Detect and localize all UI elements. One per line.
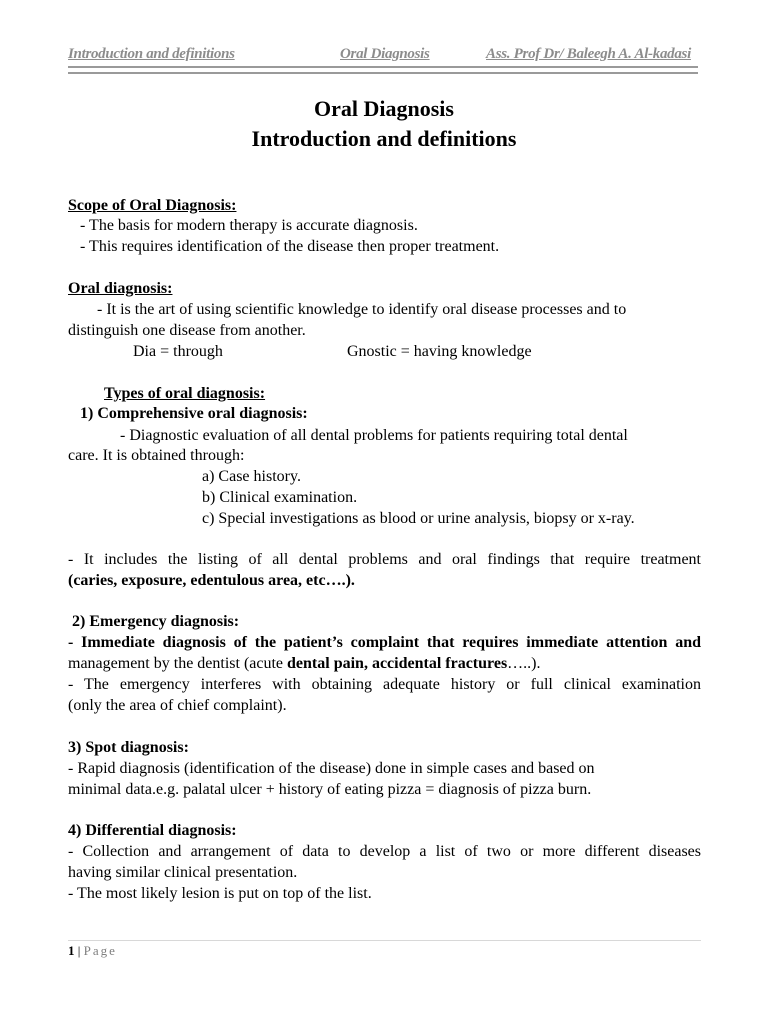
oral-diagnosis-heading: Oral diagnosis: — [68, 280, 173, 297]
page-title: Oral Diagnosis — [314, 96, 454, 121]
footer-divider — [68, 940, 701, 941]
differential-heading: 4) Differential diagnosis: — [68, 822, 237, 839]
header-author: Ass. Prof Dr/ Baleegh A. Al-kadasi — [486, 46, 691, 62]
list-item: b) Clinical examination. — [202, 489, 358, 506]
comprehensive-heading: 1) Comprehensive oral diagnosis: — [80, 405, 308, 422]
page-footer — [68, 943, 117, 959]
footer-separator: | — [77, 943, 81, 958]
emergency-line: - The emergency interferes with obtaining adequate history or full clinical examination — [68, 676, 701, 693]
scope-heading: Scope of Oral Diagnosis: — [68, 197, 237, 214]
differential-line: - Collection and arrangement of data to develop a list of two or more different diseases — [68, 843, 701, 860]
emergency-line-post: …..). — [507, 655, 541, 672]
list-item: c) Special investigations as blood or urine analysis, biopsy or x-ray. — [202, 510, 635, 527]
comprehensive-includes-cont: (caries, exposure, edentulous area, etc….). — [68, 572, 355, 589]
scope-line: - The basis for modern therapy is accurate diagnosis. — [80, 217, 418, 234]
spot-heading: 3) Spot diagnosis: — [68, 739, 189, 756]
header-section-title: Introduction and definitions — [68, 46, 235, 62]
emergency-heading: 2) Emergency diagnosis: — [72, 613, 240, 630]
header-divider — [68, 66, 698, 74]
header-course-title: Oral Diagnosis — [340, 46, 430, 62]
differential-line: having similar clinical presentation. — [68, 864, 298, 881]
oral-diagnosis-definition-cont: distinguish one disease from another. — [68, 322, 306, 339]
scope-line: - This requires identification of the disease then proper treatment. — [80, 238, 500, 255]
comprehensive-line: - Diagnostic evaluation of all dental problems for patients requiring total dental — [120, 427, 628, 444]
emergency-line: (only the area of chief complaint). — [68, 697, 287, 714]
spot-line: minimal data.e.g. palatal ulcer + history of eating pizza = diagnosis of pizza burn. — [68, 781, 592, 798]
etymology-gnostic: Gnostic = having knowledge — [347, 343, 532, 360]
emergency-line — [68, 654, 541, 674]
emergency-line: - Immediate diagnosis of the patient’s complaint that requires immediate attention and — [68, 634, 701, 651]
spot-line: - Rapid diagnosis (identification of the disease) done in simple cases and based on — [68, 760, 595, 777]
etymology-dia: Dia = through — [133, 343, 223, 360]
oral-diagnosis-definition: - It is the art of using scientific knowledge to identify oral disease processes and to — [97, 301, 627, 318]
comprehensive-includes: - It includes the listing of all dental problems and oral findings that require treatment — [68, 551, 701, 568]
list-item: a) Case history. — [202, 468, 301, 485]
emergency-line-bold: dental pain, accidental fractures — [287, 655, 508, 672]
page-subtitle: Introduction and definitions — [251, 126, 517, 151]
emergency-line-pre: management by the dentist (acute — [68, 655, 288, 672]
page-label: Page — [83, 943, 117, 958]
types-heading: Types of oral diagnosis: — [104, 385, 266, 402]
comprehensive-line: care. It is obtained through: — [68, 447, 245, 464]
page-number: 1 — [68, 943, 75, 958]
differential-line: - The most likely lesion is put on top of the list. — [68, 885, 372, 902]
